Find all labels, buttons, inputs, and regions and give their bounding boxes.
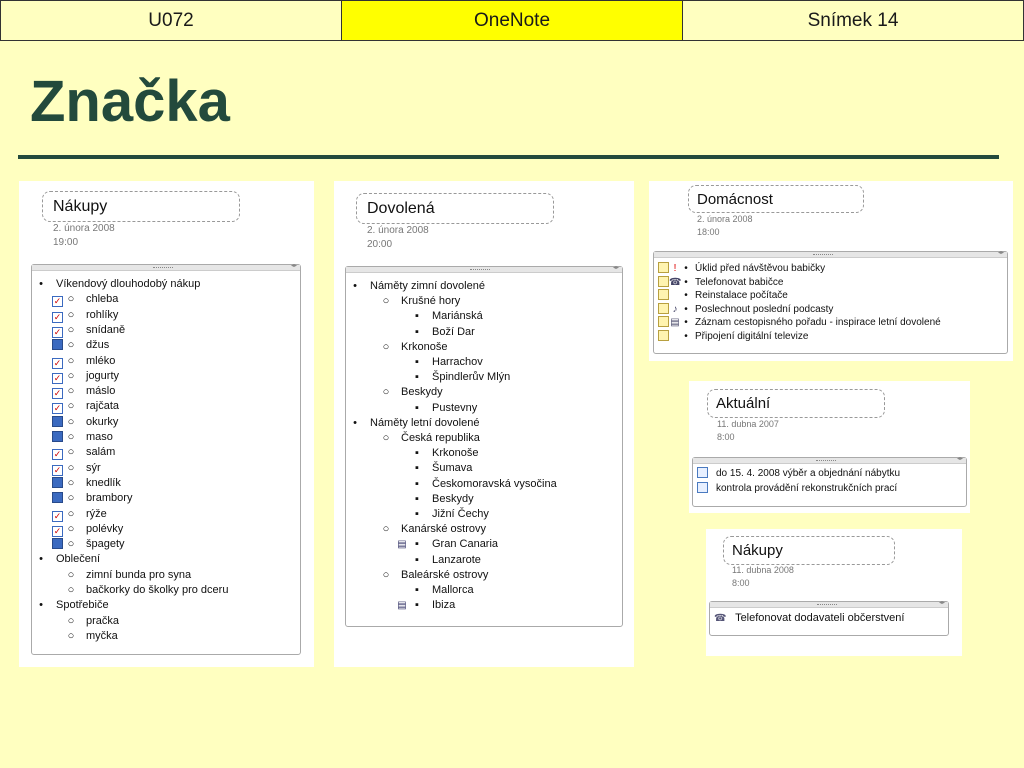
item-text: Šumava bbox=[432, 462, 473, 475]
item-text: Krkonoše bbox=[432, 447, 479, 460]
item-text: sýr bbox=[86, 461, 101, 474]
page-date: 11. dubna 2008 8:00 bbox=[732, 565, 794, 588]
item-text: Baleárské ostrovy bbox=[401, 568, 489, 581]
task-item[interactable]: ☎ Telefonovat dodavateli občerstvení bbox=[714, 612, 905, 624]
bullet-icon: ○ bbox=[67, 568, 75, 581]
item-text: bačkorky do školky pro dceru bbox=[86, 584, 229, 596]
bullet-icon: • bbox=[684, 290, 688, 302]
task-item[interactable] bbox=[658, 289, 788, 302]
bullet-icon: ○ bbox=[67, 507, 75, 520]
list-item[interactable] bbox=[66, 568, 191, 583]
screenshot-dovolena bbox=[334, 181, 634, 667]
item-text: maso bbox=[86, 431, 113, 443]
container-drag-handle[interactable] bbox=[693, 458, 966, 464]
task-item[interactable] bbox=[658, 276, 783, 289]
list-item[interactable] bbox=[66, 430, 113, 445]
list-item[interactable] bbox=[412, 583, 474, 598]
list-item[interactable] bbox=[66, 491, 132, 506]
note-container[interactable] bbox=[692, 457, 967, 507]
bullet-icon: ▪ bbox=[415, 447, 419, 460]
bullet-icon: • bbox=[684, 303, 688, 315]
task-item[interactable] bbox=[658, 262, 825, 275]
item-text: Náměty zimní dovolené bbox=[370, 280, 485, 292]
bullet-icon: ▪ bbox=[415, 462, 419, 475]
list-item[interactable] bbox=[350, 416, 479, 431]
bullet-icon: ○ bbox=[67, 476, 75, 489]
page-title-dovolena[interactable]: Dovolená bbox=[356, 193, 554, 224]
bullet-icon: ○ bbox=[382, 568, 390, 581]
slide-title: Značka bbox=[30, 69, 230, 134]
list-item[interactable] bbox=[412, 370, 510, 385]
todo-checkbox-icon[interactable] bbox=[52, 538, 63, 549]
item-text: Náměty letní dovolené bbox=[370, 416, 480, 429]
bullet-icon: ▪ bbox=[415, 401, 419, 414]
task-item[interactable] bbox=[658, 303, 833, 316]
item-text: Mariánská bbox=[432, 310, 483, 323]
item-text: Beskydy bbox=[432, 492, 474, 505]
task-text: Poslechnout poslední podcasty bbox=[695, 303, 834, 315]
list-item[interactable] bbox=[412, 309, 483, 324]
task-flag-icon[interactable] bbox=[658, 276, 669, 287]
item-text: Krušné hory bbox=[401, 295, 461, 308]
list-item[interactable] bbox=[412, 477, 557, 492]
task-text: Úklid před návštěvou babičky bbox=[695, 263, 826, 274]
slide-header bbox=[0, 0, 1024, 41]
bullet-icon: ○ bbox=[67, 522, 75, 535]
page-date: 2. února 2008 19:00 bbox=[53, 223, 115, 248]
list-item[interactable] bbox=[381, 431, 480, 446]
todo-checked-icon[interactable]: ✓ bbox=[53, 357, 62, 368]
bullet-icon: ▪ bbox=[415, 356, 419, 368]
bullet-icon: ○ bbox=[382, 432, 390, 444]
bullet-icon: ○ bbox=[67, 308, 75, 321]
todo-checkbox-icon[interactable] bbox=[52, 416, 63, 427]
list-item[interactable] bbox=[66, 537, 125, 552]
item-text: chleba bbox=[86, 293, 119, 306]
bullet-icon: ○ bbox=[67, 584, 75, 596]
list-item[interactable] bbox=[53, 369, 120, 384]
list-item[interactable] bbox=[412, 553, 481, 568]
screenshot-aktualni bbox=[689, 381, 970, 513]
todo-checked-icon[interactable]: ✓ bbox=[53, 464, 62, 475]
item-text: zimní bunda pro syna bbox=[86, 568, 192, 581]
list-item[interactable] bbox=[53, 507, 107, 522]
page-title-domacnost[interactable]: Domácnost bbox=[688, 185, 864, 213]
screenshot-nakupy-2 bbox=[706, 529, 962, 656]
list-item[interactable] bbox=[53, 461, 101, 476]
book-icon: ▤ bbox=[397, 539, 407, 551]
bullet-icon: ○ bbox=[67, 323, 75, 336]
item-text: snídaně bbox=[86, 323, 126, 336]
list-item[interactable] bbox=[53, 384, 116, 399]
task-item[interactable] bbox=[658, 330, 808, 343]
task-text: Telefonovat babičce bbox=[695, 276, 784, 288]
list-item[interactable] bbox=[53, 354, 116, 369]
todo-checked-icon[interactable]: ✓ bbox=[53, 525, 62, 536]
header-slide-number: Snímek 14 bbox=[807, 9, 899, 31]
bullet-icon: ○ bbox=[67, 369, 75, 382]
bullet-icon: ○ bbox=[67, 339, 75, 352]
bullet-icon: ○ bbox=[67, 293, 75, 306]
item-text: brambory bbox=[86, 492, 133, 505]
bullet-icon: • bbox=[353, 416, 357, 429]
todo-checked-icon[interactable]: ✓ bbox=[53, 372, 62, 383]
item-text: rohlíky bbox=[86, 308, 119, 321]
item-text: Česká republika bbox=[401, 432, 480, 444]
task-text: do 15. 4. 2008 výběr a objednání nábytku bbox=[716, 468, 901, 479]
page-date: 2. února 2008 20:00 bbox=[367, 225, 429, 250]
bullet-icon: ○ bbox=[382, 523, 390, 536]
item-text: Gran Canaria bbox=[432, 538, 499, 551]
task-flag-icon[interactable] bbox=[658, 316, 669, 327]
list-item[interactable] bbox=[350, 279, 485, 294]
list-item[interactable] bbox=[412, 492, 474, 507]
todo-checkbox-icon[interactable] bbox=[697, 467, 708, 478]
page-date: 2. února 2008 18:00 bbox=[697, 214, 753, 237]
item-text: Spotřebiče bbox=[56, 599, 109, 612]
list-item[interactable] bbox=[397, 537, 499, 552]
header-app: OneNote bbox=[342, 1, 683, 40]
bullet-icon: • bbox=[684, 331, 688, 342]
item-text: polévky bbox=[86, 522, 124, 535]
list-item[interactable] bbox=[53, 399, 120, 414]
bullet-icon: ○ bbox=[67, 629, 75, 642]
phone-icon: ☎ bbox=[714, 613, 727, 624]
music-icon: ♪ bbox=[672, 303, 678, 315]
screenshot-nakupy-1 bbox=[19, 181, 314, 667]
note-container[interactable] bbox=[31, 264, 301, 655]
bullet-icon: ▪ bbox=[415, 508, 419, 520]
list-item[interactable] bbox=[66, 338, 109, 353]
book-icon: ▤ bbox=[397, 600, 407, 612]
bullet-icon: ▪ bbox=[415, 310, 419, 323]
todo-checked-icon[interactable]: ✓ bbox=[53, 296, 62, 307]
list-item[interactable] bbox=[412, 446, 478, 461]
item-text: Jižní Čechy bbox=[432, 508, 489, 520]
task-flag-icon[interactable] bbox=[658, 262, 669, 273]
task-item[interactable] bbox=[658, 316, 941, 329]
bullet-icon: ▪ bbox=[415, 492, 419, 505]
list-item[interactable] bbox=[412, 325, 475, 340]
list-item[interactable] bbox=[381, 385, 443, 400]
list-item[interactable] bbox=[66, 583, 228, 598]
item-text: Harrachov bbox=[432, 356, 483, 368]
list-item[interactable] bbox=[53, 323, 126, 338]
task-flag-icon[interactable] bbox=[658, 330, 669, 341]
todo-checkbox-icon[interactable] bbox=[697, 482, 708, 493]
bullet-icon: ○ bbox=[67, 400, 75, 413]
item-text: salám bbox=[86, 446, 116, 459]
task-item[interactable] bbox=[697, 481, 897, 496]
item-text: rýže bbox=[86, 507, 107, 520]
list-item[interactable] bbox=[36, 277, 200, 292]
item-text: rajčata bbox=[86, 400, 120, 413]
bullet-icon: ○ bbox=[67, 431, 75, 443]
item-text: pračka bbox=[86, 614, 120, 627]
list-item[interactable] bbox=[66, 614, 119, 629]
bullet-icon: ▪ bbox=[415, 371, 419, 384]
item-text: Mallorca bbox=[432, 584, 474, 596]
todo-checkbox-icon[interactable] bbox=[52, 477, 63, 488]
item-text: Krkonoše bbox=[401, 340, 448, 353]
bullet-icon: • bbox=[684, 276, 688, 288]
list-item[interactable] bbox=[412, 355, 483, 370]
item-text: Lanzarote bbox=[432, 553, 481, 566]
todo-checkbox-icon[interactable] bbox=[52, 431, 63, 442]
item-text: Českomoravská vysočina bbox=[432, 477, 557, 490]
item-text: mléko bbox=[86, 354, 116, 367]
list-item[interactable] bbox=[53, 292, 119, 307]
bullet-icon: ○ bbox=[67, 614, 75, 627]
note-container[interactable] bbox=[345, 266, 623, 627]
todo-checked-icon[interactable]: ✓ bbox=[53, 510, 62, 521]
item-text: okurky bbox=[86, 415, 119, 428]
list-item[interactable] bbox=[412, 401, 477, 416]
list-item[interactable] bbox=[53, 445, 116, 460]
bullet-icon: ▪ bbox=[415, 553, 419, 566]
task-flag-icon[interactable] bbox=[658, 289, 669, 300]
bullet-icon: • bbox=[684, 317, 688, 329]
list-item[interactable] bbox=[53, 522, 124, 537]
list-item[interactable] bbox=[36, 598, 109, 613]
list-item[interactable] bbox=[381, 340, 447, 355]
bullet-icon: ○ bbox=[67, 538, 75, 551]
list-item[interactable] bbox=[66, 629, 118, 644]
item-text: myčka bbox=[86, 629, 118, 642]
item-text: máslo bbox=[86, 385, 116, 398]
task-item[interactable] bbox=[697, 466, 900, 481]
bullet-icon: ○ bbox=[67, 415, 75, 428]
list-item[interactable] bbox=[66, 415, 118, 430]
bullet-icon: • bbox=[353, 280, 357, 292]
phone-icon: ☎ bbox=[669, 276, 682, 288]
title-divider bbox=[18, 155, 999, 159]
item-text: Boží Dar bbox=[432, 325, 475, 338]
container-drag-handle[interactable] bbox=[346, 267, 622, 273]
note-container[interactable] bbox=[709, 601, 949, 636]
bullet-icon: • bbox=[39, 553, 43, 566]
item-text: Pustevny bbox=[432, 401, 478, 414]
todo-checked-icon[interactable]: ✓ bbox=[53, 388, 62, 399]
bullet-icon: ▪ bbox=[415, 599, 419, 612]
todo-checked-icon[interactable]: ✓ bbox=[53, 326, 62, 337]
item-text: Víkendový dlouhodobý nákup bbox=[56, 278, 201, 290]
bullet-icon: ○ bbox=[382, 340, 390, 353]
task-text: Připojení digitální televize bbox=[695, 331, 809, 342]
todo-checked-icon[interactable]: ✓ bbox=[53, 403, 62, 414]
header-code: U072 bbox=[1, 1, 342, 40]
item-text: Špindlerův Mlýn bbox=[432, 371, 511, 384]
book-icon: ▤ bbox=[670, 317, 680, 329]
list-item[interactable] bbox=[412, 507, 489, 522]
list-item[interactable] bbox=[397, 598, 456, 613]
bullet-icon: ▪ bbox=[415, 538, 419, 551]
bullet-icon: ▪ bbox=[415, 477, 419, 490]
bullet-icon: ○ bbox=[382, 295, 390, 308]
bullet-icon: ○ bbox=[67, 461, 75, 474]
item-text: Ibiza bbox=[432, 599, 456, 612]
page-title-nakupy[interactable]: Nákupy bbox=[42, 191, 240, 222]
bullet-icon: • bbox=[39, 278, 43, 290]
list-item[interactable] bbox=[381, 294, 460, 309]
page-date: 11. dubna 2007 8:00 bbox=[717, 419, 779, 442]
bullet-icon: ○ bbox=[382, 386, 390, 399]
task-text: Záznam cestopisného pořadu - inspirace letní dovolené bbox=[695, 317, 941, 329]
item-text: jogurty bbox=[86, 369, 120, 382]
bullet-icon: ▪ bbox=[415, 584, 419, 596]
item-text: džus bbox=[86, 339, 110, 352]
item-text: špagety bbox=[86, 538, 125, 551]
screenshot-domacnost bbox=[649, 181, 1013, 361]
task-flag-icon[interactable] bbox=[658, 303, 669, 314]
item-text: Kanárské ostrovy bbox=[401, 523, 486, 536]
container-drag-handle[interactable] bbox=[710, 602, 948, 608]
task-text: kontrola provádění rekonstrukčních prací bbox=[716, 483, 898, 494]
page-title-aktualni[interactable]: Aktuální bbox=[707, 389, 885, 418]
list-item[interactable] bbox=[53, 308, 119, 323]
todo-checked-icon[interactable]: ✓ bbox=[53, 449, 62, 460]
item-text: Beskydy bbox=[401, 386, 443, 399]
bullet-icon: • bbox=[39, 599, 43, 612]
list-item[interactable] bbox=[381, 522, 486, 537]
bullet-icon: ○ bbox=[67, 492, 75, 505]
container-drag-handle[interactable] bbox=[32, 265, 300, 271]
bullet-icon: ○ bbox=[67, 354, 75, 367]
list-item[interactable] bbox=[66, 476, 121, 491]
item-text: knedlík bbox=[86, 476, 121, 489]
list-item[interactable] bbox=[381, 568, 488, 583]
todo-checkbox-icon[interactable] bbox=[52, 492, 63, 503]
todo-checkbox-icon[interactable] bbox=[52, 339, 63, 350]
bullet-icon: ▪ bbox=[415, 325, 419, 338]
bullet-icon: ○ bbox=[67, 385, 75, 398]
item-text: Oblečení bbox=[56, 553, 101, 566]
list-item[interactable] bbox=[412, 461, 472, 476]
bullet-icon: • bbox=[684, 263, 688, 274]
container-drag-handle[interactable] bbox=[654, 252, 1007, 258]
list-item[interactable] bbox=[36, 552, 100, 567]
task-text: Reinstalace počítače bbox=[695, 290, 788, 302]
note-container[interactable] bbox=[653, 251, 1008, 354]
page-title-nakupy-2[interactable]: Nákupy bbox=[723, 536, 895, 565]
priority-icon: ! bbox=[673, 263, 677, 274]
bullet-icon: ○ bbox=[67, 446, 75, 459]
todo-checked-icon[interactable]: ✓ bbox=[53, 311, 62, 322]
